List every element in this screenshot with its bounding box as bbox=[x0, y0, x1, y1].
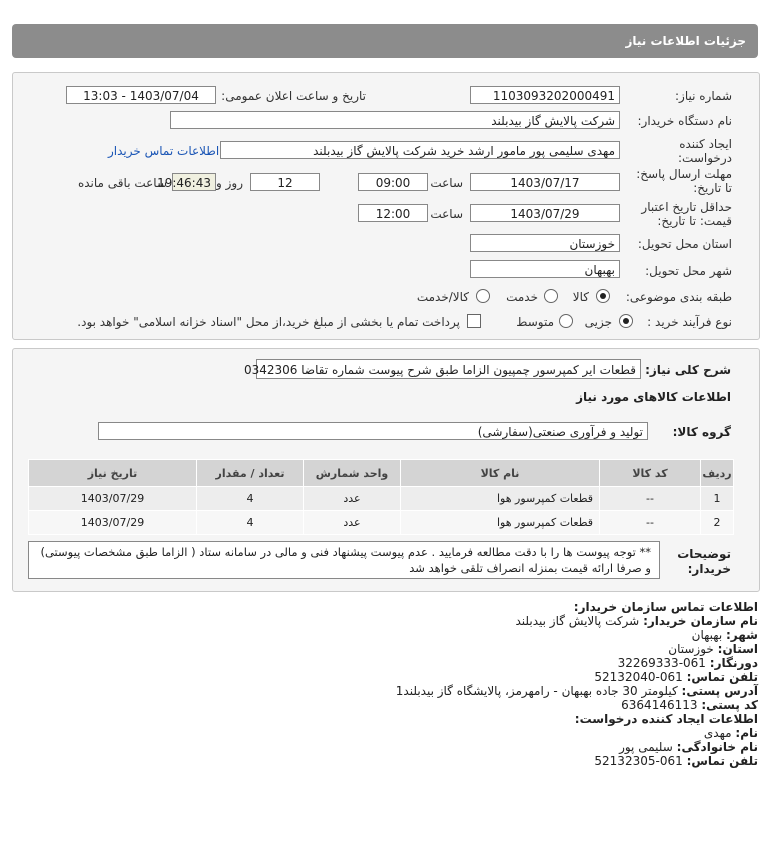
col-qty-header: تعداد / مقدار bbox=[197, 460, 304, 487]
contact-title bbox=[574, 600, 758, 615]
creator-label-2: درخواست: bbox=[678, 151, 732, 165]
contact-fax bbox=[618, 656, 758, 671]
col-code-header: کد کالا bbox=[600, 460, 701, 487]
city-field: بهبهان bbox=[470, 260, 620, 278]
col-date-header: تاریخ نیاز bbox=[29, 460, 197, 487]
creator-info-title bbox=[575, 712, 758, 727]
goods-info-title: اطلاعات کالاهای مورد نیاز bbox=[576, 390, 731, 404]
validity-label: حداقل تاریخ اعتبار bbox=[641, 200, 732, 214]
province-field: خوزستان bbox=[470, 234, 620, 252]
creator-label: ایجاد کننده bbox=[679, 137, 732, 151]
row-code: -- bbox=[600, 487, 701, 511]
process-minor-radio[interactable] bbox=[619, 314, 633, 328]
deadline-label: مهلت ارسال پاسخ: bbox=[636, 167, 732, 181]
goods-table bbox=[28, 459, 734, 535]
city-label: شهر محل تحویل: bbox=[645, 264, 732, 278]
creator-info-title-text: اطلاعات ایجاد کننده درخواست: bbox=[574, 712, 758, 726]
contact-postal bbox=[621, 698, 758, 713]
creator-field: مهدی سلیمی پور مامور ارشد خرید شرکت پالایش گاز بیدبلند bbox=[220, 141, 620, 159]
creator-family bbox=[619, 740, 758, 755]
row-date: 1403/07/29 bbox=[29, 511, 197, 535]
notes-field: ** توجه پیوست ها را با دقت مطالعه فرمایید . عدم پیوست پیشنهاد فنی و مالی در سامانه ستاد ( الزاما طبق مشخصات پیوستی) و صرفا ارائه قیمت بمنزله انصراف تلقی خواهد شد bbox=[28, 541, 660, 579]
row-name: قطعات کمپرسور هوا bbox=[401, 487, 600, 511]
contact-phone-label: تلفن تماس: bbox=[686, 670, 758, 684]
contact-phone-value: 061-52132040 bbox=[594, 670, 683, 684]
category-both-label: کالا/خدمت bbox=[416, 290, 469, 304]
table-row bbox=[29, 511, 734, 535]
deadline-time-field: 09:00 bbox=[358, 173, 428, 191]
row-index: 2 bbox=[701, 511, 734, 535]
row-unit: عدد bbox=[304, 487, 401, 511]
contact-address bbox=[396, 684, 758, 699]
contact-province-label: استان: bbox=[717, 642, 758, 656]
notes-label: توضیحات bbox=[677, 547, 731, 561]
announce-label: تاریخ و ساعت اعلان عمومی: bbox=[221, 89, 366, 103]
contact-title-text: اطلاعات تماس سازمان خریدار: bbox=[573, 600, 758, 614]
province-label: استان محل تحویل: bbox=[637, 237, 732, 251]
buyer-org-field: شرکت پالایش گاز بیدبلند bbox=[170, 111, 620, 129]
contact-org bbox=[515, 614, 758, 629]
table-row bbox=[29, 487, 734, 511]
category-goods-radio[interactable] bbox=[596, 289, 610, 303]
goods-group-field: تولید و فرآوری صنعتی(سفارشی) bbox=[98, 422, 648, 440]
buyer-contact-link[interactable]: اطلاعات تماس خریدار bbox=[108, 144, 220, 158]
contact-postal-label: کد پستی: bbox=[701, 698, 758, 712]
contact-province bbox=[668, 642, 758, 657]
validity-time-label: ساعت bbox=[430, 207, 463, 221]
row-qty: 4 bbox=[197, 487, 304, 511]
creator-phone bbox=[594, 754, 758, 769]
contact-city-value: بهبهان bbox=[691, 628, 723, 642]
summary-field: قطعات ایر کمپرسور چمپیون الزاما طبق شرح پیوست شماره تقاضا 0342306 bbox=[256, 359, 641, 379]
buyer-org-label: نام دستگاه خریدار: bbox=[637, 114, 732, 128]
notes-label-2: خریدار: bbox=[687, 562, 731, 576]
page-title: جزئیات اطلاعات نیاز bbox=[625, 34, 746, 48]
days-field: 12 bbox=[250, 173, 320, 191]
validity-time-field: 12:00 bbox=[358, 204, 428, 222]
treasury-payment-checkbox[interactable] bbox=[467, 314, 481, 328]
category-goods-label: کالا bbox=[572, 290, 589, 304]
process-label: نوع فرآیند خرید : bbox=[647, 315, 732, 329]
days-label: روز و bbox=[216, 176, 243, 190]
contact-fax-value: 061-32269333 bbox=[617, 656, 706, 670]
contact-fax-label: دورنگار: bbox=[709, 656, 758, 670]
process-medium-label: متوسط bbox=[516, 315, 554, 329]
category-service-label: خدمت bbox=[506, 290, 538, 304]
need-number-field: 1103093202000491 bbox=[470, 86, 620, 104]
announce-field: 1403/07/04 - 13:03 bbox=[66, 86, 216, 104]
remaining-time-field: 19:46:43 bbox=[172, 173, 216, 191]
process-minor-label: جزیی bbox=[584, 315, 612, 329]
row-index: 1 bbox=[701, 487, 734, 511]
contact-city bbox=[692, 628, 758, 643]
category-both-radio[interactable] bbox=[476, 289, 490, 303]
need-number-label: شماره نیاز: bbox=[675, 89, 732, 103]
contact-province-value: خوزستان bbox=[668, 642, 714, 656]
contact-phone bbox=[594, 670, 758, 685]
col-row-header: ردیف bbox=[701, 460, 734, 487]
contact-city-label: شهر: bbox=[726, 628, 758, 642]
contact-org-label: نام سازمان خریدار: bbox=[643, 614, 758, 628]
creator-phone-label: تلفن تماس: bbox=[686, 754, 758, 768]
creator-name-value: مهدی bbox=[703, 726, 732, 740]
category-label: طبقه بندی موضوعی: bbox=[625, 290, 732, 304]
validity-date-field: 1403/07/29 bbox=[470, 204, 620, 222]
row-code: -- bbox=[600, 511, 701, 535]
creator-name-label: نام: bbox=[735, 726, 758, 740]
creator-name bbox=[704, 726, 758, 741]
creator-family-label: نام خانوادگی: bbox=[676, 740, 758, 754]
creator-phone-value: 061-52132305 bbox=[594, 754, 683, 768]
validity-label-2: قیمت: تا تاریخ: bbox=[657, 214, 732, 228]
treasury-payment-note: پرداخت تمام یا بخشی از مبلغ خرید،از محل "اسناد خزانه اسلامی" خواهد بود. bbox=[77, 315, 460, 329]
process-medium-radio[interactable] bbox=[559, 314, 573, 328]
contact-address-label: آدرس پستی: bbox=[681, 684, 758, 698]
col-name-header: نام کالا bbox=[401, 460, 600, 487]
contact-org-value: شرکت پالایش گاز بیدبلند bbox=[515, 614, 640, 628]
contact-address-value: کیلومتر 30 جاده بهبهان - رامهرمز، پالایشگاه گاز بیدبلند1 bbox=[395, 684, 678, 698]
contact-postal-value: 6364146113 bbox=[621, 698, 698, 712]
page-header bbox=[12, 24, 758, 58]
row-unit: عدد bbox=[304, 511, 401, 535]
deadline-date-field: 1403/07/17 bbox=[470, 173, 620, 191]
category-service-radio[interactable] bbox=[544, 289, 558, 303]
creator-family-value: سلیمی پور bbox=[619, 740, 673, 754]
deadline-time-label: ساعت bbox=[430, 176, 463, 190]
deadline-label-2: تا تاریخ: bbox=[693, 181, 732, 195]
col-unit-header: واحد شمارش bbox=[304, 460, 401, 487]
row-name: قطعات کمپرسور هوا bbox=[401, 511, 600, 535]
row-date: 1403/07/29 bbox=[29, 487, 197, 511]
remaining-label: ساعت باقی مانده bbox=[77, 176, 167, 190]
summary-label: شرح کلی نیاز: bbox=[645, 363, 731, 377]
goods-group-label: گروه کالا: bbox=[672, 425, 731, 439]
row-qty: 4 bbox=[197, 511, 304, 535]
